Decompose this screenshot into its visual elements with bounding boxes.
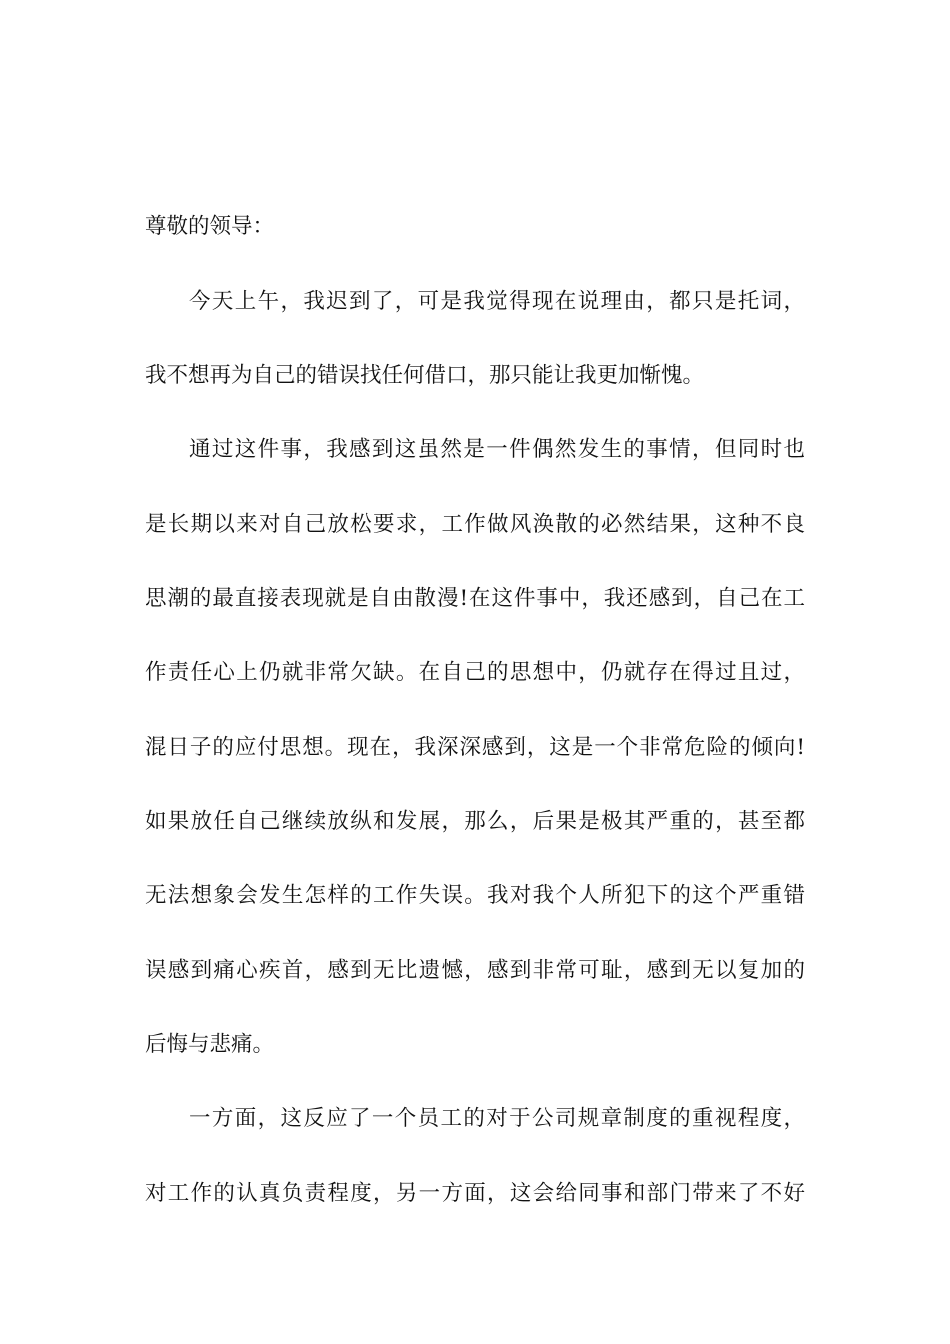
paragraph-line: 作责任心上仍就非常欠缺。在自己的思想中，仍就存在得过且过，: [145, 660, 805, 685]
paragraph-line: 对工作的认真负责程度，另一方面，这会给同事和部门带来了不好: [145, 1181, 805, 1206]
paragraph-line: 是长期以来对自己放松要求，工作做风涣散的必然结果，这种不良: [145, 512, 805, 537]
paragraph-line: 无法想象会发生怎样的工作失误。我对我个人所犯下的这个严重错: [145, 883, 805, 908]
paragraph-line: 后悔与悲痛。: [145, 1032, 275, 1057]
paragraph-line: 如果放任自己继续放纵和发展，那么，后果是极其严重的，甚至都: [145, 809, 805, 834]
paragraph-line: 误感到痛心疾首，感到无比遗憾，感到非常可耻，感到无以复加的: [145, 958, 805, 983]
paragraph-line: 一方面，这反应了一个员工的对于公司规章制度的重视程度，: [189, 1106, 805, 1131]
paragraph-line: 通过这件事，我感到这虽然是一件偶然发生的事情，但同时也: [189, 437, 805, 462]
paragraph-line: 思潮的最直接表现就是自由散漫!在这件事中，我还感到，自己在工: [145, 586, 805, 611]
paragraph-line: 我不想再为自己的错误找任何借口，那只能让我更加惭愧。: [145, 363, 705, 388]
paragraph-line: 今天上午，我迟到了，可是我觉得现在说理由，都只是托词，: [189, 289, 805, 314]
paragraph-line: 混日子的应付思想。现在，我深深感到，这是一个非常危险的倾向!: [145, 735, 805, 760]
salutation: 尊敬的领导：: [145, 214, 275, 239]
